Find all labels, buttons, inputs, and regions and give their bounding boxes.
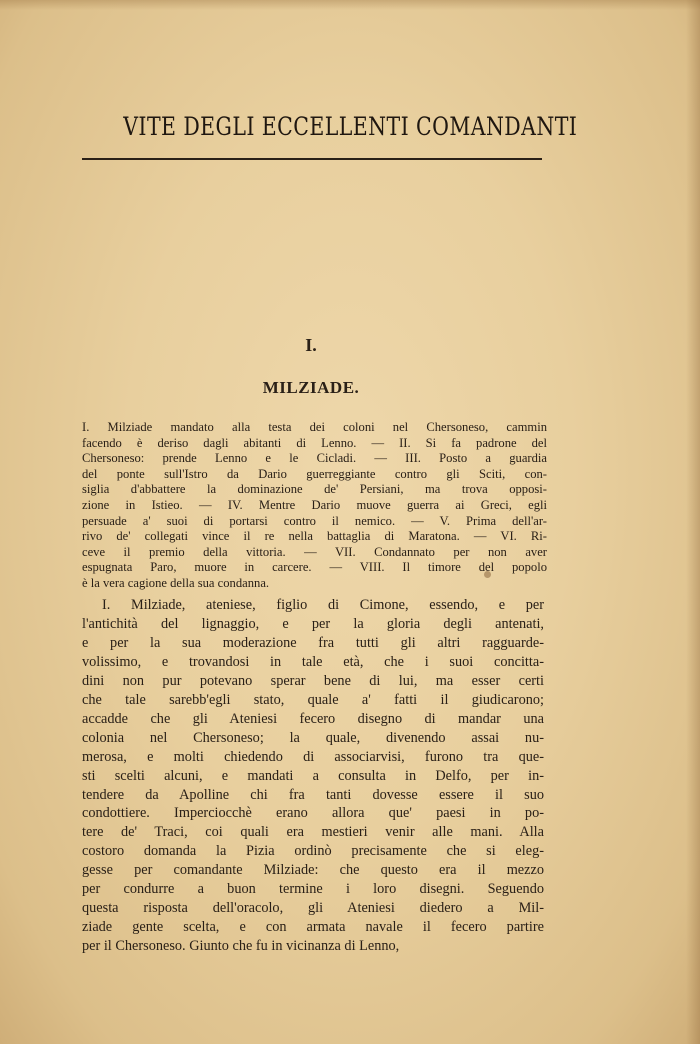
body-line: questa risposta dell'oracolo, gli Ateniesi diedero a Mil- [82,900,544,917]
summary-line: è la vera cagione della sua condanna. [82,575,270,590]
body-line: l'antichità del lignaggio, e per la gloria degli antenati, [82,615,544,632]
body-line: volissimo, e trovandosi in tale età, che i suoi concitta- [82,653,544,670]
body-line: per condurre a buon termine i loro disegni. Seguendo [82,881,544,898]
body-line: colonia nel Chersoneso; la quale, divenendo assai nu- [82,729,544,746]
body-line: tendere da Apolline chi fra tanti dovesse essere il suo [82,786,544,803]
body-line: tere de' Traci, coi quali era mestieri venir alle mani. Alla [82,824,544,841]
chapter-summary [82,420,547,592]
summary-line: zione in Istieo. — IV. Mentre Dario muove guerra ai Greci, egli [82,497,547,512]
body-line: merosa, e molti chiedendo di associarvisi, furono tra que- [82,748,544,765]
body-line: che tale sarebb'egli stato, quale a' fatti il giudicarono; [82,691,544,708]
body-line: ziade gente scelta, e con armata navale il fecero partire [82,919,544,936]
summary-line: espugnata Paro, muore in carcere. — VIII. Il timore del popolo [82,560,547,575]
body-line: per il Chersoneso. Giunto che fu in vicinanza di Lenno, [82,938,400,955]
summary-line: ceve il premio della vittoria. — VII. Condannato per non aver [82,544,547,559]
summary-line: facendo è deriso dagli abitanti di Lenno. — II. Si fa padrone del [82,435,547,450]
chapter-name: MILZIADE. [262,378,360,397]
body-line: gesse per comandante Milziade: che questo era il mezzo [82,862,544,879]
body-line: accadde che gli Ateniesi fecero disegno di mandar una [82,710,544,727]
summary-line: del ponte sull'Istro da Dario guerreggiante contro gli Sciti, con- [82,466,547,481]
chapter-number: I. [305,335,317,355]
body-line: sti scelti alcuni, e mandati a consulta in Delfo, per in- [82,767,544,784]
body-line: dini non pur potevano sperar bene di lui, ma esser certi [82,672,544,689]
body-line: condottiere. Imperciocchè erano allora que' paesi in po- [82,805,544,822]
body-line: I. Milziade, ateniese, figlio di Cimone, essendo, e per [102,597,544,613]
page-top-shadow [0,0,700,10]
body-line: costoro domanda la Pizia ordinò precisamente che si eleg- [82,843,544,860]
summary-line: rivo de' collegati vince il re nella battaglia di Maratona. — VI. Ri- [82,529,547,544]
running-title: VITE DEGLI ECCELLENTI COMANDANTI [123,112,578,141]
summary-line: persuade a' suoi di portarsi contro il nemico. — V. Prima dell'ar- [82,513,547,528]
summary-line: I. Milziade mandato alla testa dei coloni nel Chersoneso, cammin [82,420,547,434]
chapter-body [82,596,544,956]
page-right-shadow [686,0,700,1044]
body-line: e per la sua moderazione fra tutti gli altri ragguarde- [82,634,544,651]
summary-line: Chersoneso: prende Lenno e le Cicladi. — III. Posto a guardia [82,451,547,466]
paper-stain [484,571,491,578]
title-rule [82,158,542,160]
summary-line: siglia d'abbattere la dominazione de' Persiani, ma trova opposi- [82,482,547,497]
